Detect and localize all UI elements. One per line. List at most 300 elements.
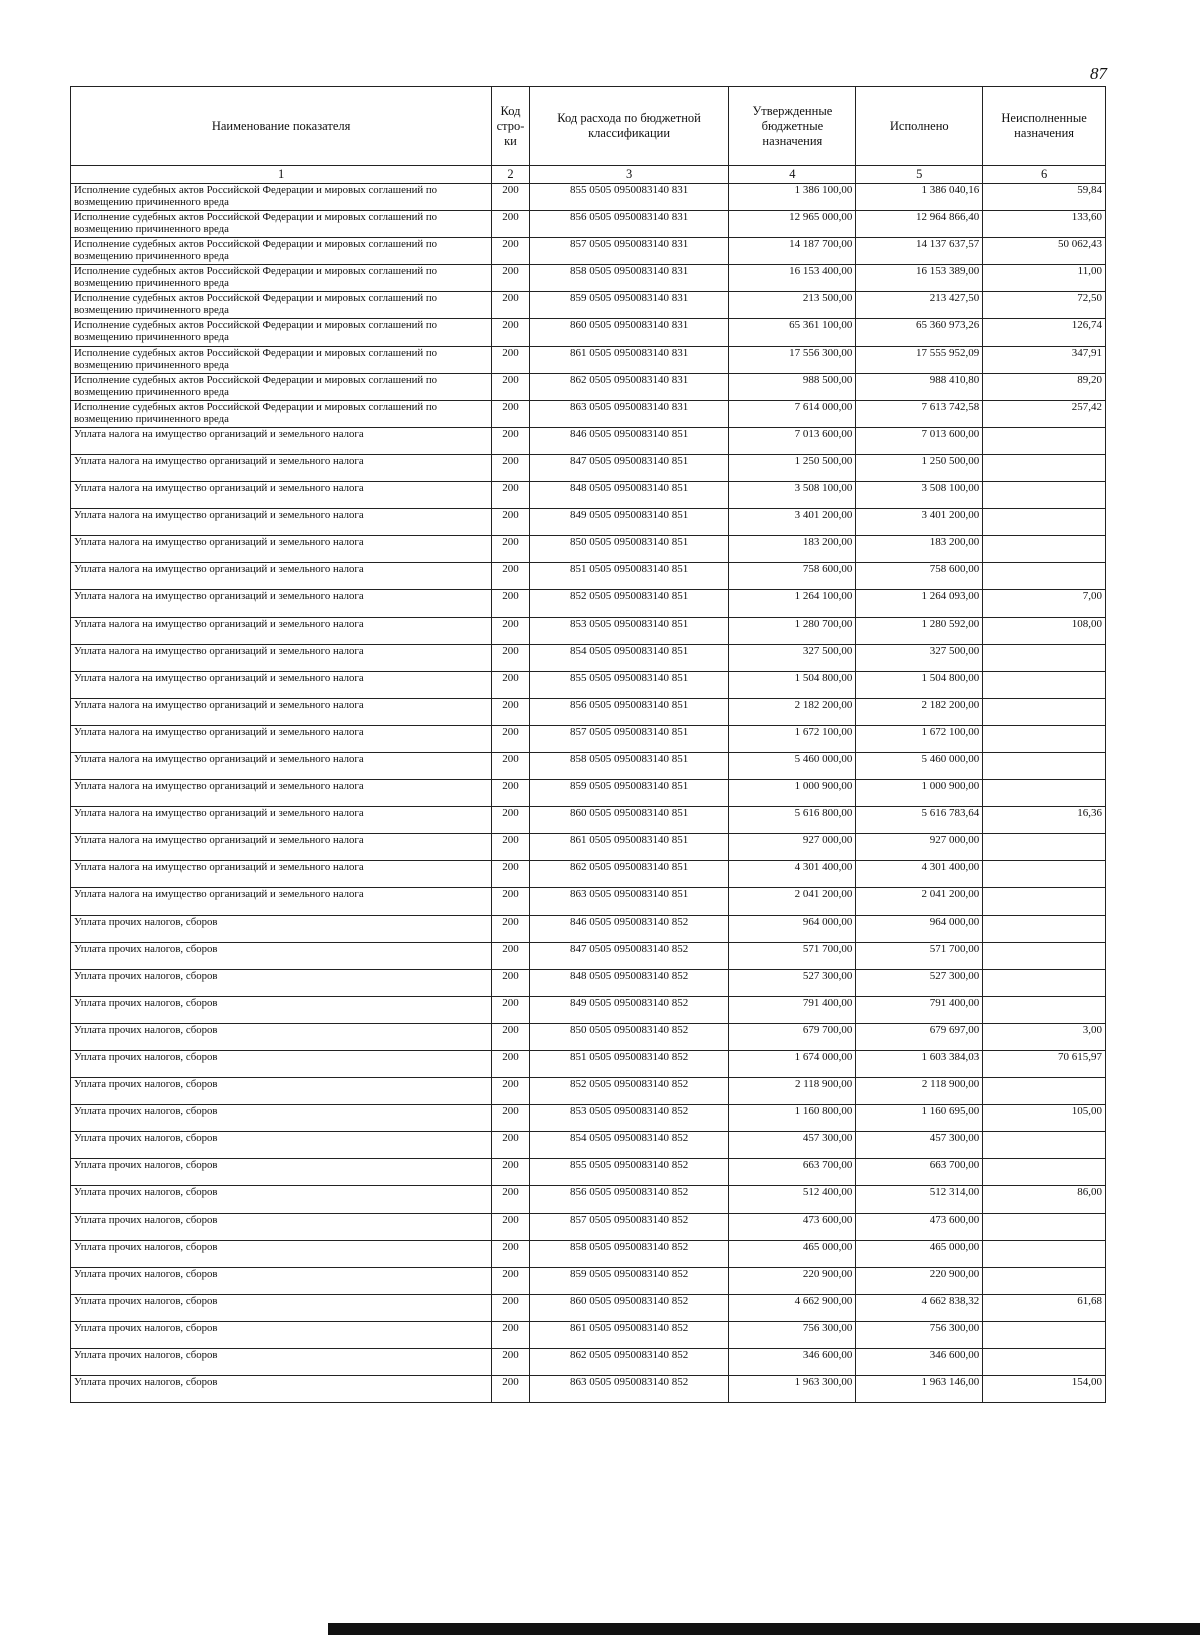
cell-budget-code: 860 0505 0950083140 831 — [529, 319, 729, 346]
cell-approved: 183 200,00 — [729, 536, 856, 563]
cell-line-code: 200 — [492, 563, 529, 590]
cell-unexecuted — [983, 861, 1106, 888]
cell-name: Уплата прочих налогов, сборов — [71, 1376, 492, 1403]
cell-approved: 346 600,00 — [729, 1349, 856, 1376]
cell-line-code: 200 — [492, 1078, 529, 1105]
cell-approved: 220 900,00 — [729, 1267, 856, 1294]
cell-line-code: 200 — [492, 1105, 529, 1132]
cell-name: Уплата прочих налогов, сборов — [71, 1132, 492, 1159]
cell-unexecuted: 72,50 — [983, 292, 1106, 319]
table-row — [71, 617, 1106, 644]
cell-unexecuted: 16,36 — [983, 807, 1106, 834]
table-row — [71, 238, 1106, 265]
table-row — [71, 1240, 1106, 1267]
cell-approved: 2 041 200,00 — [729, 888, 856, 915]
table-row — [71, 752, 1106, 779]
column-number-row — [71, 166, 1106, 184]
cell-executed: 1 264 093,00 — [856, 590, 983, 617]
table-row — [71, 861, 1106, 888]
cell-unexecuted: 86,00 — [983, 1186, 1106, 1213]
cell-executed: 988 410,80 — [856, 373, 983, 400]
cell-name: Уплата прочих налогов, сборов — [71, 1267, 492, 1294]
cell-name: Уплата прочих налогов, сборов — [71, 1349, 492, 1376]
cell-executed: 465 000,00 — [856, 1240, 983, 1267]
cell-budget-code: 861 0505 0950083140 831 — [529, 346, 729, 373]
cell-budget-code: 849 0505 0950083140 852 — [529, 996, 729, 1023]
cell-name: Уплата налога на имущество организаций и земельного налога — [71, 563, 492, 590]
cell-unexecuted: 347,91 — [983, 346, 1106, 373]
col-header-executed: Исполнено — [856, 87, 983, 166]
cell-approved: 964 000,00 — [729, 915, 856, 942]
table-body — [71, 184, 1106, 1403]
cell-executed: 927 000,00 — [856, 834, 983, 861]
cell-name: Уплата прочих налогов, сборов — [71, 915, 492, 942]
cell-executed: 183 200,00 — [856, 536, 983, 563]
table-row — [71, 942, 1106, 969]
cell-executed: 512 314,00 — [856, 1186, 983, 1213]
col-header-line-code: Код стро-ки — [492, 87, 529, 166]
cell-unexecuted: 70 615,97 — [983, 1051, 1106, 1078]
cell-approved: 5 460 000,00 — [729, 752, 856, 779]
cell-line-code: 200 — [492, 1267, 529, 1294]
cell-name: Исполнение судебных актов Российской Федерации и мировых соглашений по возмещению причиненного вреда — [71, 346, 492, 373]
page-number: 87 — [1090, 64, 1107, 83]
cell-name: Исполнение судебных актов Российской Федерации и мировых соглашений по возмещению причиненного вреда — [71, 238, 492, 265]
col-header-unexecuted: Неисполненные назначения — [983, 87, 1106, 166]
cell-budget-code: 846 0505 0950083140 851 — [529, 427, 729, 454]
cell-name: Уплата прочих налогов, сборов — [71, 996, 492, 1023]
cell-unexecuted — [983, 942, 1106, 969]
cell-unexecuted — [983, 427, 1106, 454]
cell-line-code: 200 — [492, 346, 529, 373]
cell-budget-code: 854 0505 0950083140 851 — [529, 644, 729, 671]
cell-budget-code: 863 0505 0950083140 851 — [529, 888, 729, 915]
cell-unexecuted: 50 062,43 — [983, 238, 1106, 265]
table-row — [71, 373, 1106, 400]
cell-budget-code: 855 0505 0950083140 851 — [529, 671, 729, 698]
cell-line-code: 200 — [492, 1349, 529, 1376]
cell-approved: 1 672 100,00 — [729, 725, 856, 752]
cell-approved: 465 000,00 — [729, 1240, 856, 1267]
table-row — [71, 780, 1106, 807]
cell-approved: 988 500,00 — [729, 373, 856, 400]
table-row — [71, 211, 1106, 238]
table-row — [71, 969, 1106, 996]
table-row — [71, 482, 1106, 509]
cell-line-code: 200 — [492, 427, 529, 454]
cell-budget-code: 851 0505 0950083140 852 — [529, 1051, 729, 1078]
cell-line-code: 200 — [492, 319, 529, 346]
cell-executed: 220 900,00 — [856, 1267, 983, 1294]
table-row — [71, 644, 1106, 671]
cell-name: Исполнение судебных актов Российской Федерации и мировых соглашений по возмещению причиненного вреда — [71, 184, 492, 211]
cell-budget-code: 848 0505 0950083140 851 — [529, 482, 729, 509]
cell-approved: 3 401 200,00 — [729, 509, 856, 536]
table-row — [71, 807, 1106, 834]
cell-budget-code: 853 0505 0950083140 852 — [529, 1105, 729, 1132]
cell-name: Уплата налога на имущество организаций и земельного налога — [71, 617, 492, 644]
cell-executed: 7 613 742,58 — [856, 400, 983, 427]
cell-executed: 17 555 952,09 — [856, 346, 983, 373]
cell-line-code: 200 — [492, 1159, 529, 1186]
table-row — [71, 996, 1106, 1023]
cell-unexecuted: 257,42 — [983, 400, 1106, 427]
cell-unexecuted — [983, 752, 1106, 779]
table-row — [71, 590, 1106, 617]
cell-name: Уплата прочих налогов, сборов — [71, 1240, 492, 1267]
cell-unexecuted: 59,84 — [983, 184, 1106, 211]
cell-name: Уплата прочих налогов, сборов — [71, 1078, 492, 1105]
cell-name: Исполнение судебных актов Российской Федерации и мировых соглашений по возмещению причиненного вреда — [71, 211, 492, 238]
cell-name: Исполнение судебных актов Российской Федерации и мировых соглашений по возмещению причиненного вреда — [71, 319, 492, 346]
cell-budget-code: 855 0505 0950083140 852 — [529, 1159, 729, 1186]
cell-budget-code: 861 0505 0950083140 852 — [529, 1321, 729, 1348]
cell-approved: 1 000 900,00 — [729, 780, 856, 807]
cell-unexecuted — [983, 1213, 1106, 1240]
cell-budget-code: 853 0505 0950083140 851 — [529, 617, 729, 644]
cell-executed: 5 616 783,64 — [856, 807, 983, 834]
cell-name: Уплата налога на имущество организаций и земельного налога — [71, 454, 492, 481]
cell-line-code: 200 — [492, 454, 529, 481]
cell-unexecuted — [983, 725, 1106, 752]
cell-line-code: 200 — [492, 1321, 529, 1348]
cell-approved: 17 556 300,00 — [729, 346, 856, 373]
cell-name: Уплата прочих налогов, сборов — [71, 1051, 492, 1078]
table-row — [71, 1267, 1106, 1294]
cell-unexecuted — [983, 698, 1106, 725]
cell-name: Уплата налога на имущество организаций и земельного налога — [71, 590, 492, 617]
cell-executed: 4 301 400,00 — [856, 861, 983, 888]
table-row — [71, 509, 1106, 536]
table-row — [71, 888, 1106, 915]
cell-executed: 457 300,00 — [856, 1132, 983, 1159]
cell-unexecuted — [983, 644, 1106, 671]
cell-name: Уплата прочих налогов, сборов — [71, 1105, 492, 1132]
cell-line-code: 200 — [492, 752, 529, 779]
table-row — [71, 1051, 1106, 1078]
cell-budget-code: 856 0505 0950083140 851 — [529, 698, 729, 725]
cell-line-code: 200 — [492, 861, 529, 888]
table-row — [71, 292, 1106, 319]
cell-executed: 2 182 200,00 — [856, 698, 983, 725]
cell-unexecuted — [983, 1132, 1106, 1159]
cell-executed: 3 401 200,00 — [856, 509, 983, 536]
cell-approved: 791 400,00 — [729, 996, 856, 1023]
cell-approved: 571 700,00 — [729, 942, 856, 969]
budget-report-table — [70, 86, 1106, 1403]
cell-budget-code: 862 0505 0950083140 851 — [529, 861, 729, 888]
cell-executed: 1 504 800,00 — [856, 671, 983, 698]
cell-approved: 5 616 800,00 — [729, 807, 856, 834]
cell-unexecuted: 154,00 — [983, 1376, 1106, 1403]
table-row — [71, 1078, 1106, 1105]
cell-name: Уплата налога на имущество организаций и земельного налога — [71, 861, 492, 888]
cell-executed: 571 700,00 — [856, 942, 983, 969]
cell-executed: 527 300,00 — [856, 969, 983, 996]
cell-unexecuted — [983, 888, 1106, 915]
table-row — [71, 1349, 1106, 1376]
cell-approved: 65 361 100,00 — [729, 319, 856, 346]
table-row — [71, 698, 1106, 725]
cell-approved: 1 160 800,00 — [729, 1105, 856, 1132]
cell-line-code: 200 — [492, 1240, 529, 1267]
table-row — [71, 1186, 1106, 1213]
cell-budget-code: 863 0505 0950083140 852 — [529, 1376, 729, 1403]
cell-executed: 327 500,00 — [856, 644, 983, 671]
cell-name: Уплата прочих налогов, сборов — [71, 1213, 492, 1240]
cell-unexecuted — [983, 1078, 1106, 1105]
cell-executed: 1 280 592,00 — [856, 617, 983, 644]
cell-line-code: 200 — [492, 1376, 529, 1403]
cell-executed: 473 600,00 — [856, 1213, 983, 1240]
cell-approved: 663 700,00 — [729, 1159, 856, 1186]
col-header-approved: Утвержденные бюджетные назначения — [729, 87, 856, 166]
cell-budget-code: 863 0505 0950083140 831 — [529, 400, 729, 427]
cell-budget-code: 849 0505 0950083140 851 — [529, 509, 729, 536]
cell-approved: 756 300,00 — [729, 1321, 856, 1348]
scan-edge-bar — [328, 1623, 1200, 1635]
cell-budget-code: 862 0505 0950083140 852 — [529, 1349, 729, 1376]
table-row — [71, 725, 1106, 752]
cell-name: Исполнение судебных актов Российской Федерации и мировых соглашений по возмещению причиненного вреда — [71, 292, 492, 319]
cell-unexecuted: 3,00 — [983, 1023, 1106, 1050]
cell-line-code: 200 — [492, 400, 529, 427]
cell-approved: 1 280 700,00 — [729, 617, 856, 644]
cell-unexecuted — [983, 834, 1106, 861]
cell-executed: 213 427,50 — [856, 292, 983, 319]
cell-approved: 758 600,00 — [729, 563, 856, 590]
cell-name: Уплата налога на имущество организаций и земельного налога — [71, 536, 492, 563]
cell-unexecuted — [983, 1321, 1106, 1348]
cell-approved: 213 500,00 — [729, 292, 856, 319]
cell-name: Уплата прочих налогов, сборов — [71, 1321, 492, 1348]
cell-unexecuted — [983, 1240, 1106, 1267]
cell-unexecuted: 89,20 — [983, 373, 1106, 400]
cell-approved: 1 250 500,00 — [729, 454, 856, 481]
table-row — [71, 1294, 1106, 1321]
cell-budget-code: 846 0505 0950083140 852 — [529, 915, 729, 942]
cell-unexecuted: 108,00 — [983, 617, 1106, 644]
col-header-budget-code: Код расхода по бюджетной классификации — [529, 87, 729, 166]
cell-executed: 1 250 500,00 — [856, 454, 983, 481]
cell-budget-code: 850 0505 0950083140 852 — [529, 1023, 729, 1050]
cell-unexecuted — [983, 996, 1106, 1023]
cell-executed: 2 041 200,00 — [856, 888, 983, 915]
cell-executed: 5 460 000,00 — [856, 752, 983, 779]
cell-executed: 964 000,00 — [856, 915, 983, 942]
cell-line-code: 200 — [492, 969, 529, 996]
table-row — [71, 1023, 1106, 1050]
cell-line-code: 200 — [492, 1132, 529, 1159]
cell-line-code: 200 — [492, 265, 529, 292]
cell-budget-code: 859 0505 0950083140 831 — [529, 292, 729, 319]
table-row — [71, 319, 1106, 346]
cell-name: Уплата налога на имущество организаций и земельного налога — [71, 834, 492, 861]
cell-unexecuted — [983, 563, 1106, 590]
cell-approved: 12 965 000,00 — [729, 211, 856, 238]
table-row — [71, 563, 1106, 590]
cell-unexecuted — [983, 780, 1106, 807]
cell-name: Уплата налога на имущество организаций и земельного налога — [71, 482, 492, 509]
table-row — [71, 265, 1106, 292]
cell-budget-code: 860 0505 0950083140 852 — [529, 1294, 729, 1321]
cell-unexecuted — [983, 1349, 1106, 1376]
cell-unexecuted: 105,00 — [983, 1105, 1106, 1132]
cell-budget-code: 862 0505 0950083140 831 — [529, 373, 729, 400]
cell-line-code: 200 — [492, 644, 529, 671]
cell-budget-code: 860 0505 0950083140 851 — [529, 807, 729, 834]
cell-executed: 4 662 838,32 — [856, 1294, 983, 1321]
cell-name: Уплата налога на имущество организаций и земельного налога — [71, 807, 492, 834]
cell-budget-code: 852 0505 0950083140 852 — [529, 1078, 729, 1105]
cell-line-code: 200 — [492, 617, 529, 644]
cell-approved: 4 301 400,00 — [729, 861, 856, 888]
cell-approved: 4 662 900,00 — [729, 1294, 856, 1321]
cell-executed: 16 153 389,00 — [856, 265, 983, 292]
cell-name: Уплата налога на имущество организаций и земельного налога — [71, 888, 492, 915]
cell-unexecuted: 61,68 — [983, 1294, 1106, 1321]
cell-line-code: 200 — [492, 373, 529, 400]
cell-budget-code: 857 0505 0950083140 851 — [529, 725, 729, 752]
cell-executed: 679 697,00 — [856, 1023, 983, 1050]
cell-line-code: 200 — [492, 780, 529, 807]
cell-executed: 346 600,00 — [856, 1349, 983, 1376]
cell-budget-code: 858 0505 0950083140 852 — [529, 1240, 729, 1267]
cell-approved: 527 300,00 — [729, 969, 856, 996]
cell-executed: 14 137 637,57 — [856, 238, 983, 265]
cell-line-code: 200 — [492, 698, 529, 725]
cell-budget-code: 858 0505 0950083140 851 — [529, 752, 729, 779]
cell-name: Уплата прочих налогов, сборов — [71, 1023, 492, 1050]
cell-name: Уплата налога на имущество организаций и земельного налога — [71, 509, 492, 536]
cell-name: Уплата прочих налогов, сборов — [71, 1159, 492, 1186]
col-number-1: 1 — [71, 166, 492, 184]
cell-approved: 2 118 900,00 — [729, 1078, 856, 1105]
cell-approved: 16 153 400,00 — [729, 265, 856, 292]
col-number-6: 6 — [983, 166, 1106, 184]
cell-line-code: 200 — [492, 915, 529, 942]
cell-name: Уплата налога на имущество организаций и земельного налога — [71, 698, 492, 725]
cell-name: Исполнение судебных актов Российской Федерации и мировых соглашений по возмещению причиненного вреда — [71, 265, 492, 292]
cell-executed: 1 672 100,00 — [856, 725, 983, 752]
cell-line-code: 200 — [492, 942, 529, 969]
cell-unexecuted: 126,74 — [983, 319, 1106, 346]
cell-line-code: 200 — [492, 1051, 529, 1078]
column-header-row — [71, 87, 1106, 166]
cell-budget-code: 848 0505 0950083140 852 — [529, 969, 729, 996]
table-row — [71, 915, 1106, 942]
cell-line-code: 200 — [492, 725, 529, 752]
cell-executed: 1 386 040,16 — [856, 184, 983, 211]
cell-executed: 65 360 973,26 — [856, 319, 983, 346]
cell-executed: 3 508 100,00 — [856, 482, 983, 509]
cell-budget-code: 857 0505 0950083140 831 — [529, 238, 729, 265]
cell-budget-code: 850 0505 0950083140 851 — [529, 536, 729, 563]
cell-approved: 679 700,00 — [729, 1023, 856, 1050]
cell-executed: 791 400,00 — [856, 996, 983, 1023]
table-row — [71, 400, 1106, 427]
cell-budget-code: 857 0505 0950083140 852 — [529, 1213, 729, 1240]
cell-line-code: 200 — [492, 292, 529, 319]
cell-executed: 2 118 900,00 — [856, 1078, 983, 1105]
cell-name: Уплата налога на имущество организаций и земельного налога — [71, 671, 492, 698]
table-row — [71, 834, 1106, 861]
cell-line-code: 200 — [492, 1023, 529, 1050]
cell-approved: 927 000,00 — [729, 834, 856, 861]
table-row — [71, 1159, 1106, 1186]
table-row — [71, 1321, 1106, 1348]
table-row — [71, 671, 1106, 698]
cell-unexecuted: 7,00 — [983, 590, 1106, 617]
cell-approved: 2 182 200,00 — [729, 698, 856, 725]
table-row — [71, 1132, 1106, 1159]
cell-unexecuted — [983, 915, 1106, 942]
cell-line-code: 200 — [492, 807, 529, 834]
col-number-2: 2 — [492, 166, 529, 184]
cell-approved: 457 300,00 — [729, 1132, 856, 1159]
cell-executed: 1 000 900,00 — [856, 780, 983, 807]
cell-line-code: 200 — [492, 888, 529, 915]
table-row — [71, 1105, 1106, 1132]
cell-executed: 1 160 695,00 — [856, 1105, 983, 1132]
cell-executed: 7 013 600,00 — [856, 427, 983, 454]
cell-name: Уплата прочих налогов, сборов — [71, 1294, 492, 1321]
cell-name: Уплата налога на имущество организаций и земельного налога — [71, 725, 492, 752]
cell-name: Уплата прочих налогов, сборов — [71, 1186, 492, 1213]
cell-unexecuted — [983, 509, 1106, 536]
cell-line-code: 200 — [492, 1294, 529, 1321]
cell-line-code: 200 — [492, 590, 529, 617]
cell-unexecuted — [983, 536, 1106, 563]
cell-approved: 327 500,00 — [729, 644, 856, 671]
cell-unexecuted — [983, 1267, 1106, 1294]
cell-budget-code: 851 0505 0950083140 851 — [529, 563, 729, 590]
cell-budget-code: 861 0505 0950083140 851 — [529, 834, 729, 861]
cell-executed: 1 603 384,03 — [856, 1051, 983, 1078]
cell-approved: 1 386 100,00 — [729, 184, 856, 211]
cell-executed: 12 964 866,40 — [856, 211, 983, 238]
cell-approved: 7 614 000,00 — [729, 400, 856, 427]
cell-budget-code: 847 0505 0950083140 851 — [529, 454, 729, 481]
cell-line-code: 200 — [492, 671, 529, 698]
cell-budget-code: 852 0505 0950083140 851 — [529, 590, 729, 617]
cell-budget-code: 859 0505 0950083140 851 — [529, 780, 729, 807]
table-row — [71, 454, 1106, 481]
cell-approved: 1 504 800,00 — [729, 671, 856, 698]
cell-name: Исполнение судебных актов Российской Федерации и мировых соглашений по возмещению причиненного вреда — [71, 400, 492, 427]
cell-unexecuted: 133,60 — [983, 211, 1106, 238]
cell-approved: 1 264 100,00 — [729, 590, 856, 617]
cell-approved: 473 600,00 — [729, 1213, 856, 1240]
table-row — [71, 184, 1106, 211]
cell-unexecuted — [983, 454, 1106, 481]
cell-line-code: 200 — [492, 1213, 529, 1240]
cell-name: Уплата налога на имущество организаций и земельного налога — [71, 780, 492, 807]
table-row — [71, 1213, 1106, 1240]
table-row — [71, 346, 1106, 373]
table-row — [71, 1376, 1106, 1403]
cell-name: Уплата налога на имущество организаций и земельного налога — [71, 427, 492, 454]
cell-name: Уплата налога на имущество организаций и земельного налога — [71, 752, 492, 779]
cell-line-code: 200 — [492, 834, 529, 861]
cell-budget-code: 847 0505 0950083140 852 — [529, 942, 729, 969]
table-row — [71, 427, 1106, 454]
cell-name: Уплата прочих налогов, сборов — [71, 969, 492, 996]
col-number-3: 3 — [529, 166, 729, 184]
cell-approved: 1 674 000,00 — [729, 1051, 856, 1078]
col-number-4: 4 — [729, 166, 856, 184]
cell-unexecuted — [983, 969, 1106, 996]
